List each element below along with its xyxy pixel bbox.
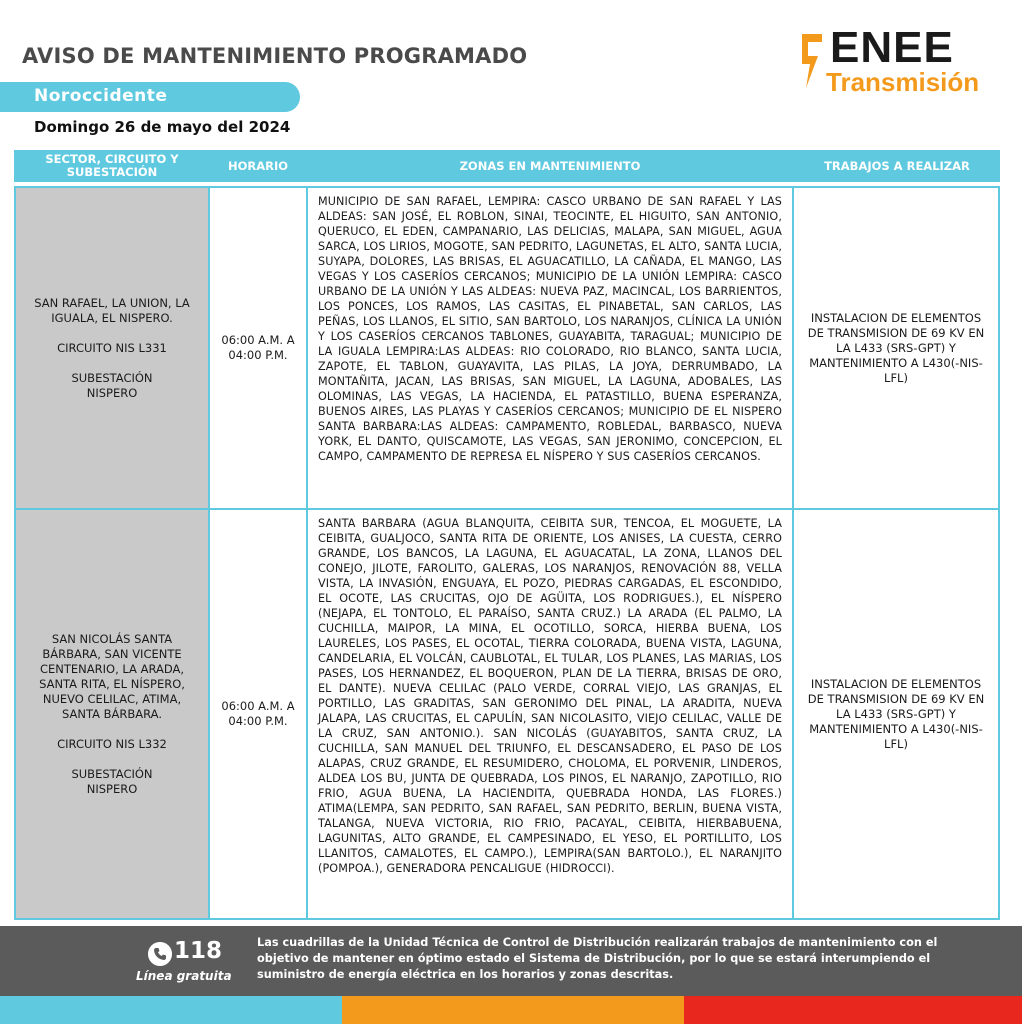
work-description: INSTALACION DE ELEMENTOS DE TRANSMISION DE 69 KV EN LA L433 (SRS-GPT) Y MANTENIMIENTO A L430(-NIS-LFL) [807, 310, 985, 385]
hotline-label: Línea gratuita [136, 969, 232, 983]
schedule: 06:00 A.M. A 04:00 P.M. [221, 333, 295, 362]
work-description: INSTALACION DE ELEMENTOS DE TRANSMISION DE 69 KV EN LA L433 (SRS-GPT) Y MANTENIMIENTO A L430(-NIS-LFL) [807, 676, 985, 751]
table-row-1-horario [208, 186, 308, 510]
table-row-1-trabajos [792, 186, 1000, 510]
footer-notice: Las cuadrillas de la Unidad Técnica de Control de Distribución realizarán trabajos de mantenimiento con el objetivo de mantener en óptimo estado el Sistema de Distribución, por lo que se estará interumpiendo el suministro de energía eléctrica en los horarios y zonas descritas. [257, 936, 938, 981]
col-header-horario: HORARIO [227, 158, 289, 173]
hotline-number: 118 [174, 938, 223, 964]
substation-name: SUBESTACIÓN NISPERO [71, 370, 153, 400]
footer [0, 926, 1022, 996]
table-header [14, 150, 1000, 182]
sector-name: SAN RAFAEL, LA UNION, LA IGUALA, EL NISPERO. [34, 295, 190, 325]
lightning-bolt-icon [800, 32, 824, 90]
color-bar-orange [342, 996, 684, 1024]
region-label: Noroccidente [34, 86, 168, 106]
table-row-2-horario [208, 508, 308, 920]
phone-icon [148, 942, 172, 966]
table-row-2-sector [14, 508, 210, 920]
logo-subtitle: Transmisión [826, 67, 980, 97]
color-bar-blue [0, 996, 342, 1024]
schedule: 06:00 A.M. A 04:00 P.M. [221, 699, 295, 728]
circuit-name: CIRCUITO NIS L331 [57, 340, 167, 355]
sector-name: SAN NICOLÁS SANTA BÁRBARA, SAN VICENTE CENTENARIO, LA ARADA, SANTA RITA, EL NÍSPERO, NUEVO CELILAC, ATIMA, SANTA BÁRBARA. [39, 631, 185, 721]
notice-date: Domingo 26 de mayo del 2024 [34, 118, 291, 136]
hotline [134, 936, 234, 986]
table-row-1-sector [14, 186, 210, 510]
enee-logo [796, 23, 996, 100]
logo-brand: ENEE [830, 23, 954, 72]
col-header-zonas: ZONAS EN MANTENIMIENTO [459, 158, 641, 173]
color-bar-red [684, 996, 1022, 1024]
substation-name: SUBESTACIÓN NISPERO [71, 766, 153, 796]
table-row-2-zonas: SANTA BARBARA (AGUA BLANQUITA, CEIBITA SUR, TENCOA, EL MOGUETE, LA CEIBITA, GUALJOCO, SANTA RITA DE ORIENTE, LOS ANISES, LA CUESTA, CERRO GRANDE, LOS BANCOS, LA LAGUNA, EL AGUACATAL, LA ZONA, LLANOS DEL CONEJO, JILOTE, FAROLITO, GALERAS, LOS NARANJOS, RENOVACIÓN 88, VELLA VISTA, LA INVASIÓN, ENGUAYA, EL POZO, PIEDRAS CARGADAS, EL ESCONDIDO, EL OCOTE, LAS CRUCITAS, OJO DE AGÜITA, LOS RODRIGUES.), EL NÍSPERO (NEJAPA, EL TONTOLO, EL PARAÍSO, SANTA CRUZ.) LA ARADA (EL PALMO, LA CUCHILLA, MAIPOR, LA MINA, EL OCOTILLO, SORCA, HIERBA BUENA, LOS LAURELES, LOS PASES, EL OCOTAL, TIERRA COLORADA, BUENA VISTA, LAGUNA, CANDELARIA, EL VOLCÁN, CAUBLOTAL, EL TULAR, LOS PLANES, LAS MARIAS, LOS PASES, LOS HERNANDEZ, EL BOQUERON, PLAN DE LA TIERRA, BRISAS DE ORO, EL DANTE). NUEVA CELILAC (PALO VERDE, CORRAL VIEJO, LAS GRANJAS, EL PORTILLO, LAS GRADITAS, SAN GERONIMO DEL PINAL, LA ARADITA, NUEVA JALAPA, LAS CRUCITAS, EL CAPULÍN, SAN NICOLASITO, VIEJO CELILAC, VALLE DE LA CRUZ, SAN ANTONIO.). SAN NICOLÁS (GUAYABITOS, SANTA CRUZ, LA CUCHILLA, SAN MANUEL DEL TRIUNFO, EL DESCANSADERO, EL PASO DE LOS ALAPAS, CRUZ GRANDE, EL RESUMIDERO, CHOLOMA, EL PORVENIR, LINDEROS, ALDEA LOS BU, JUNTA DE QUEBRADA, LOS PINOS, EL NARANJO, ZAPOTILLO, RIO FRIO, AGUA BUENA, LA HACIENDITA, QUEBRADA HONDA, LAS FLORES.) ATIMA(LEMPA, SAN PEDRITO, SAN RAFAEL, SAN PEDRITO, BERLIN, BUENA VISTA, TALANGA, NUEVA VICTORIA, RIO FRIO, PACAYAL, CEIBITA, HIERBABUENA, LAGUNITAS, ALTO GRANDE, EL CAMPESINADO, EL YESO, EL PORTILLITO, LOS LLANITOS, CAMALOTES, EL CAMPO.), LEMPIRA(SAN BARTOLO.), EL NARANJITO (POMPOA.), GENERADORA PENCALIGUE (HIDROCCI). [306, 508, 794, 920]
table-row-1-zonas: MUNICIPIO DE SAN RAFAEL, LEMPIRA: CASCO URBANO DE SAN RAFAEL Y LAS ALDEAS: SAN JOSÉ, EL ROBLON, SINAI, TEOCINTE, EL HIGUITO, SAN ANTONIO, QUERUCO, EL EDEN, CAMPANARIO, LAS DELICIAS, MALAPA, SAN MIGUEL, AGUA SARCA, LOS LIRIOS, MOGOTE, SAN PEDRITO, LAGUNETAS, EL ALTO, SANTA LUCIA, SUYAPA, DOLORES, LAS BRISAS, EL AGUACATILLO, LA CAÑADA, EL MANGO, LAS VEGAS Y LOS CASERÍOS CERCANOS; MUNICIPIO DE LA UNIÓN LEMPIRA: CASCO URBANO DE LA UNIÓN Y LAS ALDEAS: NUEVA PAZ, MACINCAL, LOS BARRIENTOS, LOS PONCES, LOS RAMOS, LAS CASITAS, EL PINABETAL, SAN CARLOS, LAS PEÑAS, LOS LLANOS, EL SITIO, SAN BARTOLO, LOS NARANJOS, CLÍNICA LA UNIÓN Y LOS CASERÍOS CERCANOS TABLONES, GUAYABITA, TARAGUAL; MUNICIPIO DE LA IGUALA LEMPIRA:LAS ALDEAS: RIO COLORADO, RIO BLANCO, SANTA LUCIA, ZAPOTE, EL TABLON, GUAYAVITA, LAS PILAS, LA JOYA, DERRUMBADO, LA MONTAÑITA, JACAN, LAS BRISAS, SAN MIGUEL, LA LAGUNA, ADOBALES, LAS OLOMINAS, LAS VEGAS, LA HACIENDA, EL PATASTILLO, BUENA ESPERANZA, BUENOS AIRES, LAS PLAYAS Y CASERÍOS CERCANOS; MUNICIPIO DE EL NISPERO SANTA BARBARA:LAS ALDEAS: CAMPAMENTO, ROBLEDAL, BARBASCO, NUEVA YORK, EL DANTO, QUISCAMOTE, LAS VEGAS, SAN JERONIMO, CONCEPCION, EL CAMPO, CAMPAMENTO DE REPRESA EL NÍSPERO Y SUS CASERÍOS CERCANOS. [306, 186, 794, 510]
col-header-sector: SECTOR, CIRCUITO Y SUBESTACIÓN [45, 152, 179, 179]
region-banner [0, 82, 300, 112]
page-title: AVISO DE MANTENIMIENTO PROGRAMADO [22, 44, 528, 68]
table-row-2-trabajos [792, 508, 1000, 920]
col-header-trabajos: TRABAJOS A REALIZAR [824, 158, 970, 173]
circuit-name: CIRCUITO NIS L332 [57, 736, 167, 751]
